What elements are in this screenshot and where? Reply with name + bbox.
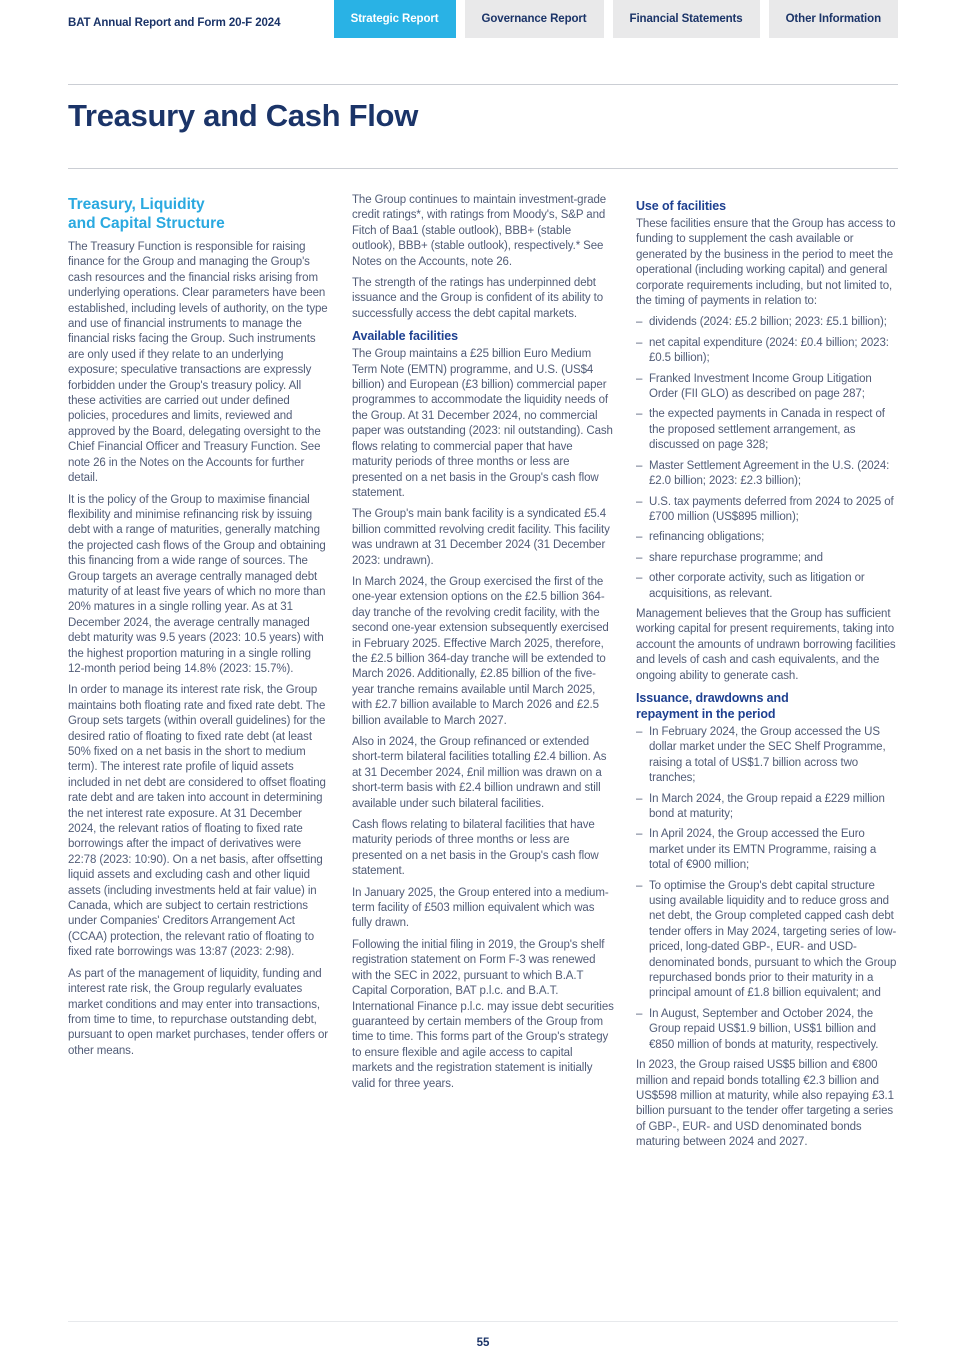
list-item	[636, 571, 898, 602]
bullet-text: Franked Investment Income Group Litigation Order (FII GLO) as described on page 287;	[649, 372, 872, 401]
top-rule	[68, 84, 898, 85]
title-rule	[68, 168, 898, 169]
paragraph: The Group continues to maintain investment-grade credit ratings*, with ratings from Moody's, S&P and Fitch of Baa1 (stable outlook), BBB+ (stable outlook), BBB+ (stable outlook), respectively.* See Notes on the Accounts, note 26.	[352, 194, 607, 268]
list-item	[636, 792, 898, 823]
paragraph: It is the policy of the Group to maximise financial flexibility and minimise refinancing risk by issuing debt with a range of maturities, generally matching the projected cash flows of the Group and obtaining this financing from a wide range of sources. The Group targets an average centrally managed debt maturity of at least five years of which no more than 20% matures in a single rolling year. As at 31 December 2024, the average centrally managed debt maturity was 9.5 years (2023: 10.5 years) with the highest proportion maturing in a single rolling 12-month period being 14.8% (2023: 15.7%).	[68, 493, 326, 675]
bullet-dash: –	[636, 879, 643, 892]
tab-financial-statements[interactable]: Financial Statements	[613, 0, 760, 38]
footer-rule	[68, 1321, 898, 1322]
subheading-available-facilities: Available facilities	[352, 329, 458, 344]
list-item	[636, 336, 898, 367]
content-columns	[68, 193, 898, 1157]
bullet-text: other corporate activity, such as litigation or acquisitions, as relevant.	[649, 572, 865, 600]
bullet-text: share repurchase programme; and	[649, 551, 823, 564]
paragraph: In January 2025, the Group entered into a medium-term facility of £503 million equivalent which was fully drawn.	[352, 886, 609, 930]
paragraph: The Group maintains a £25 billion Euro Medium Term Note (EMTN) programme, and U.S. (US$4 billion) and European (£3 billion) commercial paper programmes to accommodate the liquidity needs of the Group. At 31 December 2024, no commercial paper was outstanding (2023: nil outstanding). Cash flows relating to commercial paper that have maturity periods of three months or less are presented on a net basis in the Group's cash flow statement.	[352, 348, 613, 499]
bullet-text: U.S. tax payments deferred from 2024 to 2025 of £700 million (US$895 million);	[649, 495, 894, 523]
bullet-text: dividends (2024: £5.2 billion; 2023: £5.1 billion);	[649, 316, 887, 329]
bullet-dash: –	[636, 495, 643, 508]
list-item	[636, 1007, 898, 1053]
tab-bar	[334, 0, 898, 38]
paragraph: These facilities ensure that the Group has access to funding to supplement the cash available or generated by the business in the period to meet the operational (including working capital) and general corporate requirements including, but not limited to, the timing of payments in relation to:	[636, 218, 896, 308]
page-number: 55	[476, 1337, 490, 1349]
paragraph: In 2023, the Group raised US$5 billion and €800 million and repaid bonds totalling €2.3 billion and US$598 million at maturity, while also repaying £3.1 billion pursuant to the tender offer targeting a series of GBP-, EUR- and USD denominated bonds maturing between 2024 and 2027.	[636, 1059, 894, 1149]
paragraph: Management believes that the Group has sufficient working capital for present requirements, taking into account the amounts of undrawn borrowing facilities and levels of cash and cash equivalents, and the ongoing ability to generate cash.	[636, 607, 896, 682]
list-item	[636, 827, 898, 873]
bullet-dash: –	[636, 1007, 643, 1020]
paragraph: Following the initial filing in 2019, the Group's shelf registration statement on Form F-3 was renewed with the SEC in 2022, pursuant to which B.A.T Capital Corporation, BAT p.l.c. and B.A.T. International Finance p.l.c. may issue debt securities guaranteed by certain members of the Group from time to time. This forms part of the Group's strategy to ensure flexible and agile access to capital markets and the registration statement is initially valid for three years.	[352, 938, 614, 1090]
column-treasury-liquidity	[68, 193, 330, 1065]
heading-line: Treasury, Liquidity	[68, 196, 205, 213]
column-ratings-facilities	[352, 193, 614, 1098]
heading-line: Issuance, drawdowns and	[636, 690, 789, 705]
tab-other-information[interactable]: Other Information	[769, 0, 898, 38]
list-item	[636, 495, 898, 526]
column-use-of-facilities	[636, 193, 898, 1157]
section-heading-treasury-liquidity	[68, 195, 330, 233]
page-title: Treasury and Cash Flow	[68, 98, 419, 133]
bullet-dash: –	[636, 551, 643, 564]
bullet-text: net capital expenditure (2024: £0.4 billion; 2023: £0.5 billion);	[649, 336, 889, 365]
bullet-text: To optimise the Group's debt capital structure using available liquidity and to reduce gross and net debt, the Group completed capped cash debt tender offers in May 2024, targeting series of low-priced, long-dated GBP-, EUR- and USD-denominated bonds, pursuant to which the Group repurchased bonds prior to their maturity in a principal amount of £1.8 billion equivalent; and	[649, 879, 897, 1000]
report-brand: BAT Annual Report and Form 20-F 2024	[68, 16, 281, 29]
bullet-dash: –	[636, 792, 643, 805]
heading-line: repayment in the period	[636, 706, 776, 721]
bullet-text: In April 2024, the Group accessed the Euro market under its EMTN Programme, raising a total of €900 million;	[649, 828, 877, 872]
tab-strategic-report[interactable]: Strategic Report	[334, 0, 456, 38]
list-item	[636, 407, 898, 453]
bullet-text: refinancing obligations;	[649, 531, 765, 544]
subheading-use-of-facilities: Use of facilities	[636, 199, 726, 213]
list-item	[636, 530, 898, 545]
bullet-dash: –	[636, 572, 643, 585]
bullet-dash: –	[636, 531, 643, 544]
topbar	[68, 0, 898, 38]
paragraph: The Group's main bank facility is a syndicated £5.4 billion committed revolving credit facility. This facility was undrawn at 31 December 2024 (31 December 2023: undrawn).	[352, 508, 610, 567]
bullet-text: the expected payments in Canada in respect of the proposed settlement arrangement, as discussed on page 328;	[649, 408, 885, 452]
paragraph: As part of the management of liquidity, funding and interest rate risk, the Group regularly evaluates market conditions and may enter into transactions, from time to time, to repurchase outstanding debt, pursuant to open market purchases, tender offers or other means.	[68, 967, 328, 1057]
list-item	[636, 725, 898, 787]
tab-governance-report[interactable]: Governance Report	[465, 0, 604, 38]
bullet-dash: –	[636, 372, 643, 385]
bullet-text: In March 2024, the Group repaid a £229 million bond at maturity;	[649, 792, 885, 820]
bullet-text: In February 2024, the Group accessed the US dollar market under the SEC Shelf Programme, raising a total of US$1.7 billion across two tranches;	[649, 725, 886, 785]
bullet-dash: –	[636, 408, 643, 421]
paragraph: Cash flows relating to bilateral facilities that have maturity periods of three months or less are presented on a net basis in the Group's cash flow statement.	[352, 819, 599, 878]
bullet-dash: –	[636, 725, 643, 738]
subheading-issuance-drawdowns	[636, 690, 898, 722]
paragraph: In March 2024, the Group exercised the first of the one-year extension options on the £2.5 billion 364-day tranche of the revolving credit facility, with the second one-year extension subsequently exercised in February 2025. Effective March 2025, therefore, the £2.5 billion 364-day tranche will be extended to March 2026. Additionally, £2.85 billion of the five-year tranche remains available until March 2025, with £2.7 billion available to March 2026 and £2.5 billion available to March 2027.	[352, 575, 609, 727]
list-item	[636, 315, 898, 330]
bullet-dash: –	[636, 459, 643, 472]
bullet-dash: –	[636, 828, 643, 841]
bullet-dash: –	[636, 336, 643, 349]
paragraph: The strength of the ratings has underpinned debt issuance and the Group is confident of its ability to successfully access the debt capital markets.	[352, 277, 604, 320]
list-item	[636, 551, 898, 566]
paragraph: The Treasury Function is responsible for raising finance for the Group and managing the Group's cash resources and the financial risks arising from underlying operations. Clear parameters have been established, including levels of authority, on the type and use of financial instruments to manage the financial risks facing the Group. Such instruments are only used if they relate to an underlying exposure; speculative transactions are expressly forbidden under the Group's treasury policy. All these activities are carried out under defined policies, procedures and limits, reviewed and approved by the Board, delegating oversight to the Chief Financial Officer and Treasury Function. See note 26 in the Notes on the Accounts for further detail.	[68, 241, 328, 485]
bullet-text: Master Settlement Agreement in the U.S. (2024: £2.0 billion; 2023: £2.3 billion);	[649, 459, 890, 488]
list-item	[636, 459, 898, 490]
list-item	[636, 372, 898, 403]
bullet-dash: –	[636, 316, 643, 329]
list-item	[636, 879, 898, 1002]
bullet-text: In August, September and October 2024, the Group repaid US$1.9 billion, US$1 billion and €850 million of bonds at maturity, respectively.	[649, 1007, 879, 1051]
paragraph: Also in 2024, the Group refinanced or extended short-term bilateral facilities totalling £2.4 billion. As at 31 December 2024, £nil million was drawn on a short-term basis with £2.4 billion undrawn and still available under such bilateral facilities.	[352, 736, 607, 810]
heading-line: and Capital Structure	[68, 215, 225, 232]
paragraph: In order to manage its interest rate risk, the Group maintains both floating rate and fixed rate debt. The Group sets targets (within overall guidelines) for the desired ratio of floating to fixed rate debt (at least 50% fixed on a net basis in the short to medium term). The interest rate profile of liquid assets included in net debt are considered to offset floating rate debt and are taken into account in determining the net interest rate exposure. At 31 December 2024, the relevant ratios of floating to fixed rate borrowings after the impact of derivatives were 22:78 (2023: 10:90). On a net basis, after offsetting liquid assets and excluding cash and other liquid assets (including investments held at fair value) in Canada, which are subject to certain restrictions under Companies' Creditors Arrangement Act (CCAA) protection, the relevant ratio of floating to fixed rate borrowings was 13:87 (2023: 2:98).	[68, 684, 326, 959]
